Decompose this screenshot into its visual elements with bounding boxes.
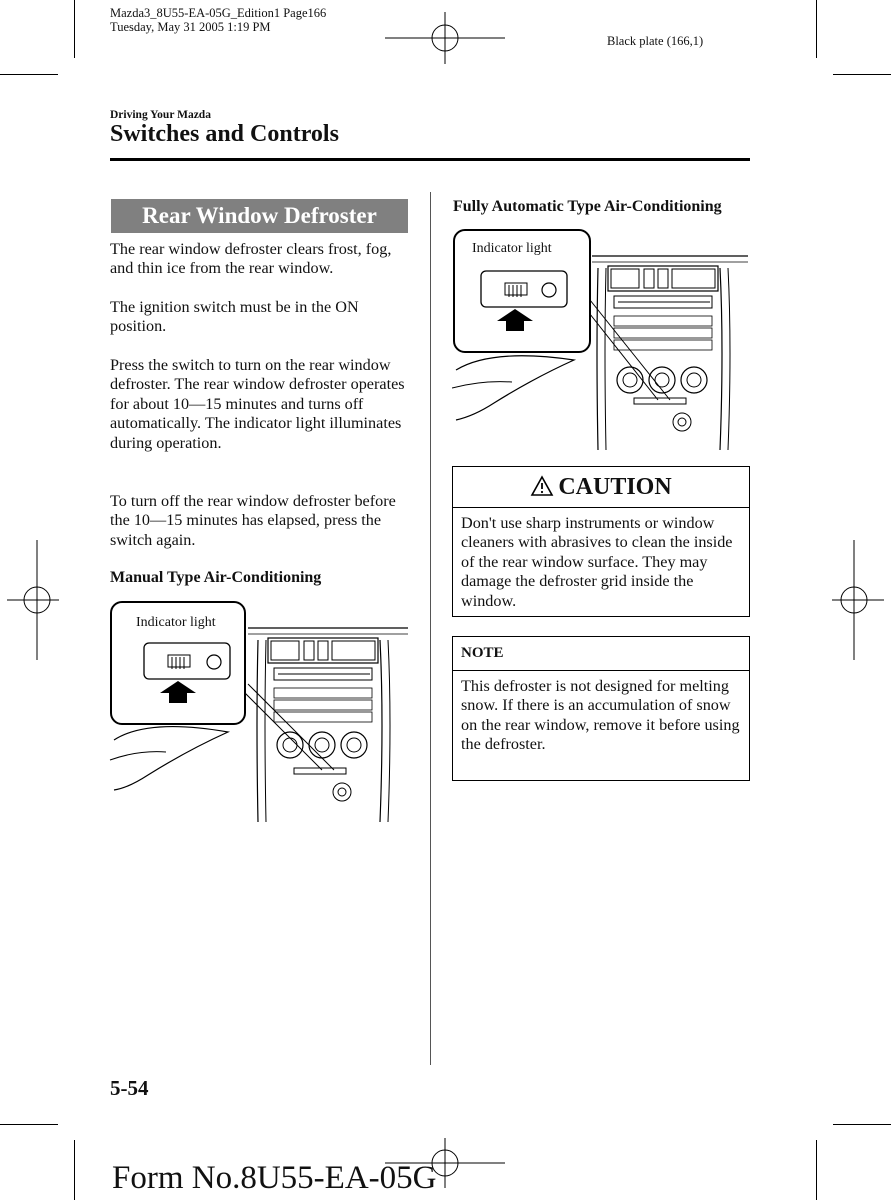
- print-meta-timestamp: Tuesday, May 31 2005 1:19 PM: [110, 20, 271, 34]
- note-title: NOTE: [453, 637, 749, 671]
- note-text: This defroster is not designed for melting snow. If there is an accumulation of snow on the rear window, remove it before using the defroster.: [461, 677, 740, 754]
- column-divider: [430, 192, 431, 1065]
- crop-mark-bottom-right-vertical: [816, 1140, 817, 1200]
- registration-mark-top-icon: [385, 12, 505, 64]
- manual-ac-label: Manual Type Air-Conditioning: [110, 569, 322, 586]
- auto-indicator-label: Indicator light: [472, 241, 552, 256]
- crop-mark-bottom-left-vertical: [74, 1140, 75, 1200]
- auto-ac-illustration: [452, 228, 750, 450]
- crop-mark-top-right-horizontal: [833, 74, 891, 75]
- print-meta-plate: Black plate (166,1): [607, 34, 704, 48]
- print-meta-filename: Mazda3_8U55-EA-05G_Edition1 Page166: [110, 6, 327, 20]
- paragraph-intro: The rear window defroster clears frost, fog, and thin ice from the rear window.: [110, 240, 392, 278]
- header-rule: [110, 158, 750, 161]
- crop-mark-bottom-left-horizontal: [0, 1124, 58, 1125]
- manual-indicator-label: Indicator light: [136, 615, 216, 630]
- crop-mark-top-left-horizontal: [0, 74, 58, 75]
- section-heading: Rear Window Defroster: [111, 199, 408, 233]
- auto-ac-label: Fully Automatic Type Air-Conditioning: [453, 198, 722, 215]
- registration-mark-right-icon: [832, 540, 884, 660]
- caution-text: Don't use sharp instruments or window cleaners with abrasives to clean the inside of the rear window surface. They may damage the defroster grid inside the window.: [461, 514, 733, 610]
- section-label: Driving Your Mazda: [110, 109, 211, 121]
- paragraph-ignition: The ignition switch must be in the ON position.: [110, 298, 359, 336]
- auto-defroster-switch-icon: [477, 269, 577, 341]
- paragraph-operation: Press the switch to turn on the rear window defroster. The rear window defroster operates for about 10—15 minutes and turns off automatically. The indicator light illuminates during operation.: [110, 356, 405, 452]
- crop-mark-bottom-right-horizontal: [833, 1124, 891, 1125]
- page-title: Switches and Controls: [110, 121, 339, 147]
- crop-mark-top-left-vertical: [74, 0, 75, 58]
- caution-title: CAUTION: [558, 474, 672, 500]
- paragraph-turn-off: To turn off the rear window defroster before the 10—15 minutes has elapsed, press the switch again.: [110, 492, 396, 549]
- note-box: [452, 636, 750, 781]
- registration-mark-left-icon: [7, 540, 59, 660]
- caution-box: [452, 466, 750, 617]
- print-meta-job: [110, 6, 326, 34]
- warning-triangle-icon: [530, 475, 554, 497]
- manual-defroster-switch-icon: [140, 641, 240, 713]
- page-number: 5-54: [110, 1076, 149, 1100]
- manual-ac-illustration: [108, 600, 410, 822]
- form-number: Form No.8U55-EA-05G: [112, 1160, 437, 1196]
- caution-header: [453, 467, 749, 508]
- manual-callout-box: [110, 601, 246, 725]
- crop-mark-top-right-vertical: [816, 0, 817, 58]
- auto-callout-box: [453, 229, 591, 353]
